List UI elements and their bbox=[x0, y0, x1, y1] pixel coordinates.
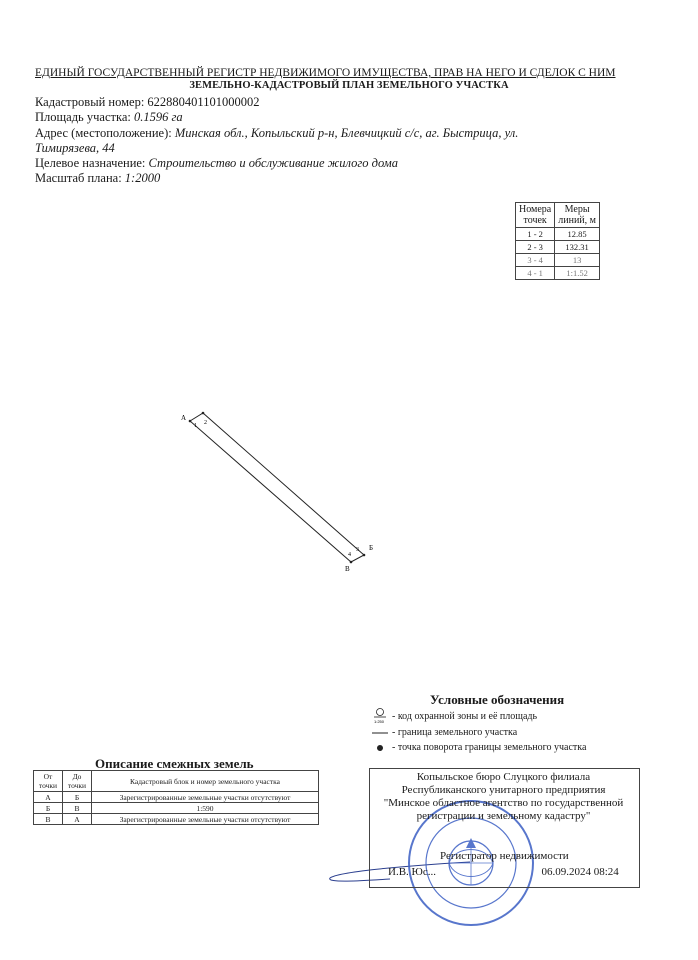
point-label-2: 2 bbox=[204, 420, 207, 426]
org-line-2: Республиканского унитарного предприятия bbox=[401, 784, 606, 796]
address-value-line1: Минская обл., Копыльский р-н, Блевчицкий с/с, аг. Быстрица, ул. bbox=[174, 126, 519, 140]
org-line-3: "Минское областное агентство по государственной bbox=[383, 797, 624, 809]
org-line-1: Копыльское бюро Слуцкого филиала bbox=[416, 771, 591, 783]
turn-point-2 bbox=[202, 412, 205, 415]
table-row: В А Зарегистрированные земельные участки отсутствуют bbox=[34, 814, 319, 825]
address-value-line2: Тимирязева, 44 bbox=[35, 141, 115, 155]
scale-value: 1:2000 bbox=[124, 171, 161, 185]
plan-title: ЗЕМЕЛЬНО-КАДАСТРОВЫЙ ПЛАН ЗЕМЕЛЬНОГО УЧАСТКА bbox=[189, 80, 509, 91]
adjacent-header-from: От точки bbox=[34, 771, 63, 792]
address-label: Адрес (местоположение): bbox=[35, 126, 172, 140]
legend-item-point: - точка поворота границы земельного участка bbox=[392, 742, 587, 753]
org-line-4: регистрации и земельному кадастру" bbox=[416, 810, 591, 822]
point-label-3: 3 bbox=[356, 547, 359, 553]
turn-point-1 bbox=[189, 420, 192, 423]
turn-point-icon bbox=[377, 745, 383, 751]
registrar-title: Регистратор недвижимости bbox=[440, 850, 569, 862]
cadastral-number-value: 622880401101000002 bbox=[147, 95, 260, 109]
cadastral-number-label: Кадастровый номер: bbox=[35, 95, 145, 109]
signer-name: И.В. Юс... bbox=[388, 866, 436, 878]
corner-label-b: Б bbox=[369, 544, 374, 552]
table-row: 4 - 1 1:1.52 bbox=[516, 267, 600, 280]
table-row: 3 - 4 13 bbox=[516, 254, 600, 267]
zone-code-sample: 1:250 bbox=[374, 719, 385, 724]
area-value: 0.1596 га bbox=[134, 110, 183, 124]
legend-item-zone: - код охранной зоны и её площадь bbox=[392, 711, 538, 722]
adjacent-header-desc: Кадастровый блок и номер земельного участка bbox=[92, 771, 319, 792]
purpose-value: Строительство и обслуживание жилого дома bbox=[148, 156, 398, 170]
measures-header-points: Номера точек bbox=[516, 203, 555, 228]
legend-item-boundary: - граница земельного участка bbox=[392, 727, 518, 738]
point-label-1: 1 bbox=[194, 423, 197, 429]
corner-label-a: А bbox=[181, 414, 187, 422]
scale-label: Масштаб плана: bbox=[35, 171, 122, 185]
point-label-4: 4 bbox=[348, 552, 351, 558]
table-row: А Б Зарегистрированные земельные участки отсутствуют bbox=[34, 792, 319, 803]
adjacent-header-to: До точки bbox=[63, 771, 92, 792]
adjacent-lands-table bbox=[33, 770, 319, 825]
table-row: Б В 1:590 bbox=[34, 803, 319, 814]
signature-row bbox=[388, 866, 619, 878]
purpose-label: Целевое назначение: bbox=[35, 156, 146, 170]
measures-header-lengths: Меры линий, м bbox=[555, 203, 600, 228]
adjacent-lands-title: Описание смежных земель bbox=[95, 756, 254, 771]
corner-label-v: В bbox=[345, 565, 350, 573]
area-label: Площадь участка: bbox=[35, 110, 131, 124]
turn-point-4 bbox=[350, 561, 353, 564]
registry-title: ЕДИНЫЙ ГОСУДАРСТВЕННЫЙ РЕГИСТР НЕДВИЖИМОГО ИМУЩЕСТВА, ПРАВ НА НЕГО И СДЕЛОК С НИМ bbox=[35, 67, 616, 79]
table-row: 2 - 3 132.31 bbox=[516, 241, 600, 254]
table-row: 1 - 2 12.85 bbox=[516, 228, 600, 241]
protection-zone-icon bbox=[377, 709, 384, 716]
legend-title: Условные обозначения bbox=[430, 692, 565, 707]
parcel-boundary bbox=[190, 413, 364, 562]
signature-datetime: 06.09.2024 08:24 bbox=[541, 866, 619, 878]
turn-point-3 bbox=[363, 554, 366, 557]
